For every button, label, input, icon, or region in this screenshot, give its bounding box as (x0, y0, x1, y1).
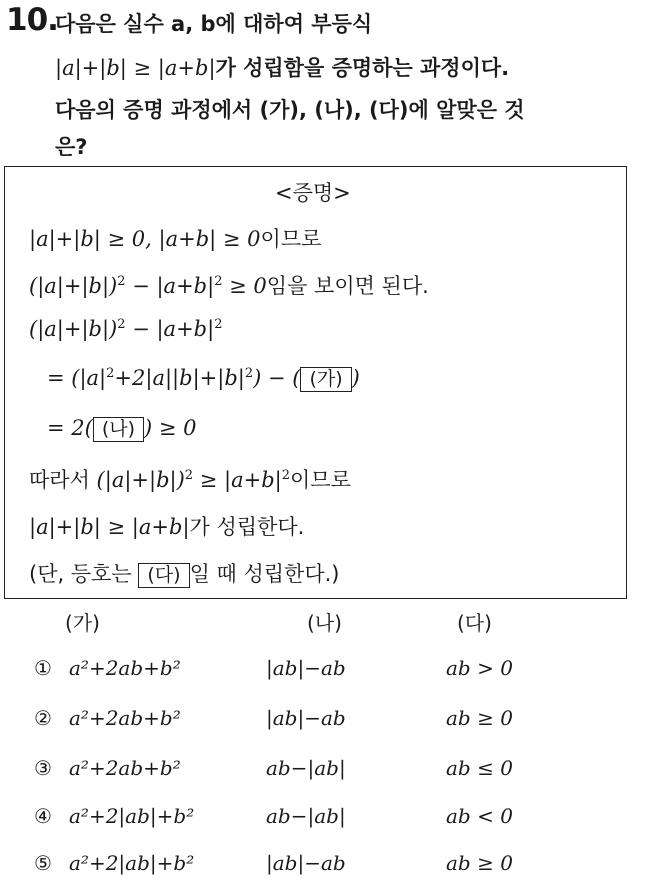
proof-line-8-text-a: (단, 등호는 (29, 562, 139, 586)
proof-line-3-math-b: − |a+b| (125, 317, 215, 341)
proof-title: <증명> (275, 181, 351, 205)
proof-line-6-math-b: ≥ |a+b| (193, 468, 282, 492)
proof-line-7-math: |a|+|b| ≥ |a+b| (29, 515, 190, 539)
proof-line-1-text: 이므로 (260, 227, 322, 251)
option-3[interactable] (34, 756, 513, 780)
column-header-na: (나) (307, 611, 342, 635)
option-ga: a²+2|ab|+b² (69, 851, 195, 875)
blank-da: (다) (138, 563, 189, 588)
option-ga: a²+2|ab|+b² (69, 804, 195, 828)
proof-box (4, 166, 627, 599)
option-na: |ab|−ab (266, 656, 346, 680)
option-ga: a²+2ab+b² (69, 756, 181, 780)
option-ga: a²+2ab+b² (69, 706, 181, 730)
proof-line-3 (29, 317, 222, 341)
option-da: ab < 0 (446, 804, 513, 828)
question-line-4: 은? (55, 135, 88, 159)
square-sup: 2 (184, 468, 194, 483)
option-da: ab > 0 (446, 656, 513, 680)
option-na: |ab|−ab (266, 706, 346, 730)
proof-line-3-math-a: (|a|+|b|) (29, 317, 118, 341)
proof-line-4-math-b: +2|a||b|+|b| (114, 366, 245, 390)
option-da: ab ≤ 0 (446, 756, 513, 780)
question-line-2-text: 가 성립함을 증명하는 과정이다. (215, 56, 510, 80)
proof-line-8 (29, 558, 340, 588)
question-number: 10. (6, 2, 58, 38)
proof-line-2-math-a: (|a|+|b|) (29, 274, 118, 298)
option-4[interactable] (34, 804, 513, 828)
option-5[interactable] (34, 851, 513, 875)
proof-line-1-math: |a|+|b| ≥ 0, |a+b| ≥ 0 (29, 227, 261, 251)
proof-line-6-math-a: (|a|+|b|) (96, 468, 185, 492)
option-ga: a²+2ab+b² (69, 656, 181, 680)
inequality-text: |a|+|b| ≥ |a+b| (55, 56, 216, 80)
proof-line-2-math-c: ≥ 0 (222, 274, 267, 298)
square-sup: 2 (214, 317, 223, 332)
proof-line-5-close: ) ≥ 0 (144, 416, 197, 440)
question-line-3: 다음의 증명 과정에서 (가), (나), (다)에 알맞은 것 (55, 98, 525, 122)
proof-line-6-text-b: 이므로 (290, 468, 351, 492)
proof-line-6 (29, 464, 351, 494)
option-number: ② (34, 706, 52, 730)
option-na: ab−|ab| (266, 804, 346, 828)
proof-line-6-text-a: 따라서 (29, 468, 97, 492)
proof-line-7-text: 가 성립한다. (189, 515, 305, 539)
option-na: ab−|ab| (266, 756, 346, 780)
blank-ga: (가) (300, 367, 351, 392)
proof-line-4-math: = (|a| (47, 366, 107, 390)
option-number: ⑤ (34, 851, 52, 875)
proof-line-7 (29, 511, 304, 541)
question-line-2 (55, 52, 509, 82)
column-header-da: (다) (457, 611, 492, 635)
proof-line-2-math-b: − |a+b| (125, 274, 215, 298)
square-sup: 2 (281, 468, 291, 483)
proof-line-4 (47, 366, 360, 392)
proof-line-1 (29, 223, 321, 253)
option-number: ④ (34, 804, 52, 828)
proof-line-2-text: 임을 보이면 된다. (266, 274, 429, 298)
square-sup: 2 (214, 274, 223, 289)
option-number: ③ (34, 756, 52, 780)
option-2[interactable] (34, 706, 513, 730)
blank-na: (나) (93, 417, 144, 442)
option-da: ab ≥ 0 (446, 706, 513, 730)
square-sup: 2 (106, 366, 115, 381)
proof-line-4-math-c: ) − ( (253, 366, 301, 390)
proof-line-2 (29, 270, 429, 300)
proof-line-4-close: ) (351, 366, 360, 390)
option-1[interactable] (34, 656, 513, 680)
proof-line-5 (47, 416, 197, 442)
option-da: ab ≥ 0 (446, 851, 513, 875)
proof-line-5-math: = 2( (47, 416, 93, 440)
column-header-ga: (가) (65, 611, 100, 635)
question-line-1: 다음은 실수 a, b에 대하여 부등식 (55, 12, 373, 36)
proof-line-8-text-b: 일 때 성립한다.) (189, 562, 340, 586)
option-number: ① (34, 656, 52, 680)
square-sup: 2 (244, 366, 254, 381)
square-sup: 2 (117, 317, 126, 332)
square-sup: 2 (117, 274, 126, 289)
option-na: |ab|−ab (266, 851, 346, 875)
